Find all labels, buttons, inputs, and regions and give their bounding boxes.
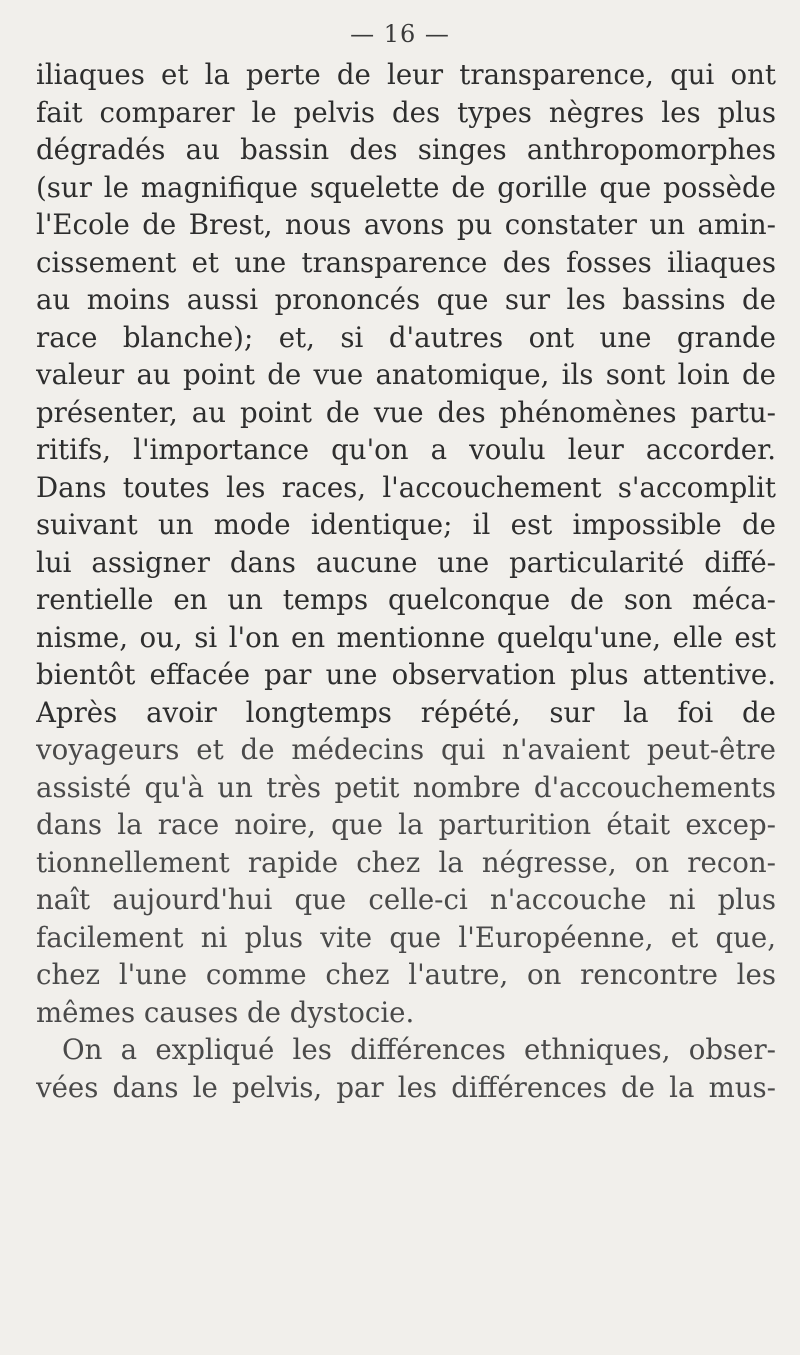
text-line: naît aujourd'hui que celle-ci n'accouche ni plus xyxy=(36,883,776,916)
text-line: nisme, ou, si l'on en mentionne quelqu'une, elle est xyxy=(36,620,776,654)
text-line: suivant un mode identique; il est impossible de xyxy=(36,508,776,541)
text-line: vées dans le pelvis, par les différences de la mus- xyxy=(36,1070,776,1104)
text-line: au moins aussi prononcés que sur les bassins de xyxy=(36,283,776,316)
text-line: mêmes causes de dystocie. xyxy=(36,995,415,1029)
page-number: — 16 — xyxy=(350,20,450,48)
text-line: cissement et une transparence des fosses iliaques xyxy=(36,245,776,279)
text-line: bientôt effacée par une observation plus attentive. xyxy=(36,658,776,691)
text-line: dans la race noire, que la parturition était excep- xyxy=(36,808,776,841)
text-line: fait comparer le pelvis des types nègres les plus xyxy=(36,95,776,129)
text-line: assisté qu'à un très petit nombre d'accouchements xyxy=(36,770,776,804)
text-line: Dans toutes les races, l'accouchement s'accomplit xyxy=(36,470,776,504)
text-line: dégradés au bassin des singes anthropomorphes xyxy=(36,133,776,166)
text-line: l'Ecole de Brest, nous avons pu constater un amin- xyxy=(36,208,776,241)
text-line: lui assigner dans aucune une particularité diffé- xyxy=(36,545,776,579)
text-line: valeur au point de vue anatomique, ils sont loin de xyxy=(36,358,776,391)
text-line: tionnellement rapide chez la négresse, on recon- xyxy=(36,845,776,879)
text-line: facilement ni plus vite que l'Européenne, et que, xyxy=(36,920,776,954)
text-line: race blanche); et, si d'autres ont une grande xyxy=(36,320,776,354)
paragraph-1 xyxy=(36,56,776,1031)
text-line: rentielle en un temps quelconque de son méca- xyxy=(36,583,776,616)
text-line: ritifs, l'importance qu'on a voulu leur accorder. xyxy=(36,433,776,466)
paragraph-2 xyxy=(36,1031,776,1106)
body-text xyxy=(36,56,776,1106)
text-line: iliaques et la perte de leur transparence, qui ont xyxy=(36,58,776,91)
text-line: voyageurs et de médecins qui n'avaient peut-être xyxy=(36,733,776,766)
text-line: Après avoir longtemps répété, sur la foi de xyxy=(36,695,776,729)
text-line: On a expliqué les différences ethniques, obser- xyxy=(62,1033,776,1066)
text-line: présenter, au point de vue des phénomènes partu- xyxy=(36,395,776,429)
text-line: (sur le magnifique squelette de gorille que possède xyxy=(36,170,776,204)
text-line: chez l'une comme chez l'autre, on rencontre les xyxy=(36,958,776,991)
